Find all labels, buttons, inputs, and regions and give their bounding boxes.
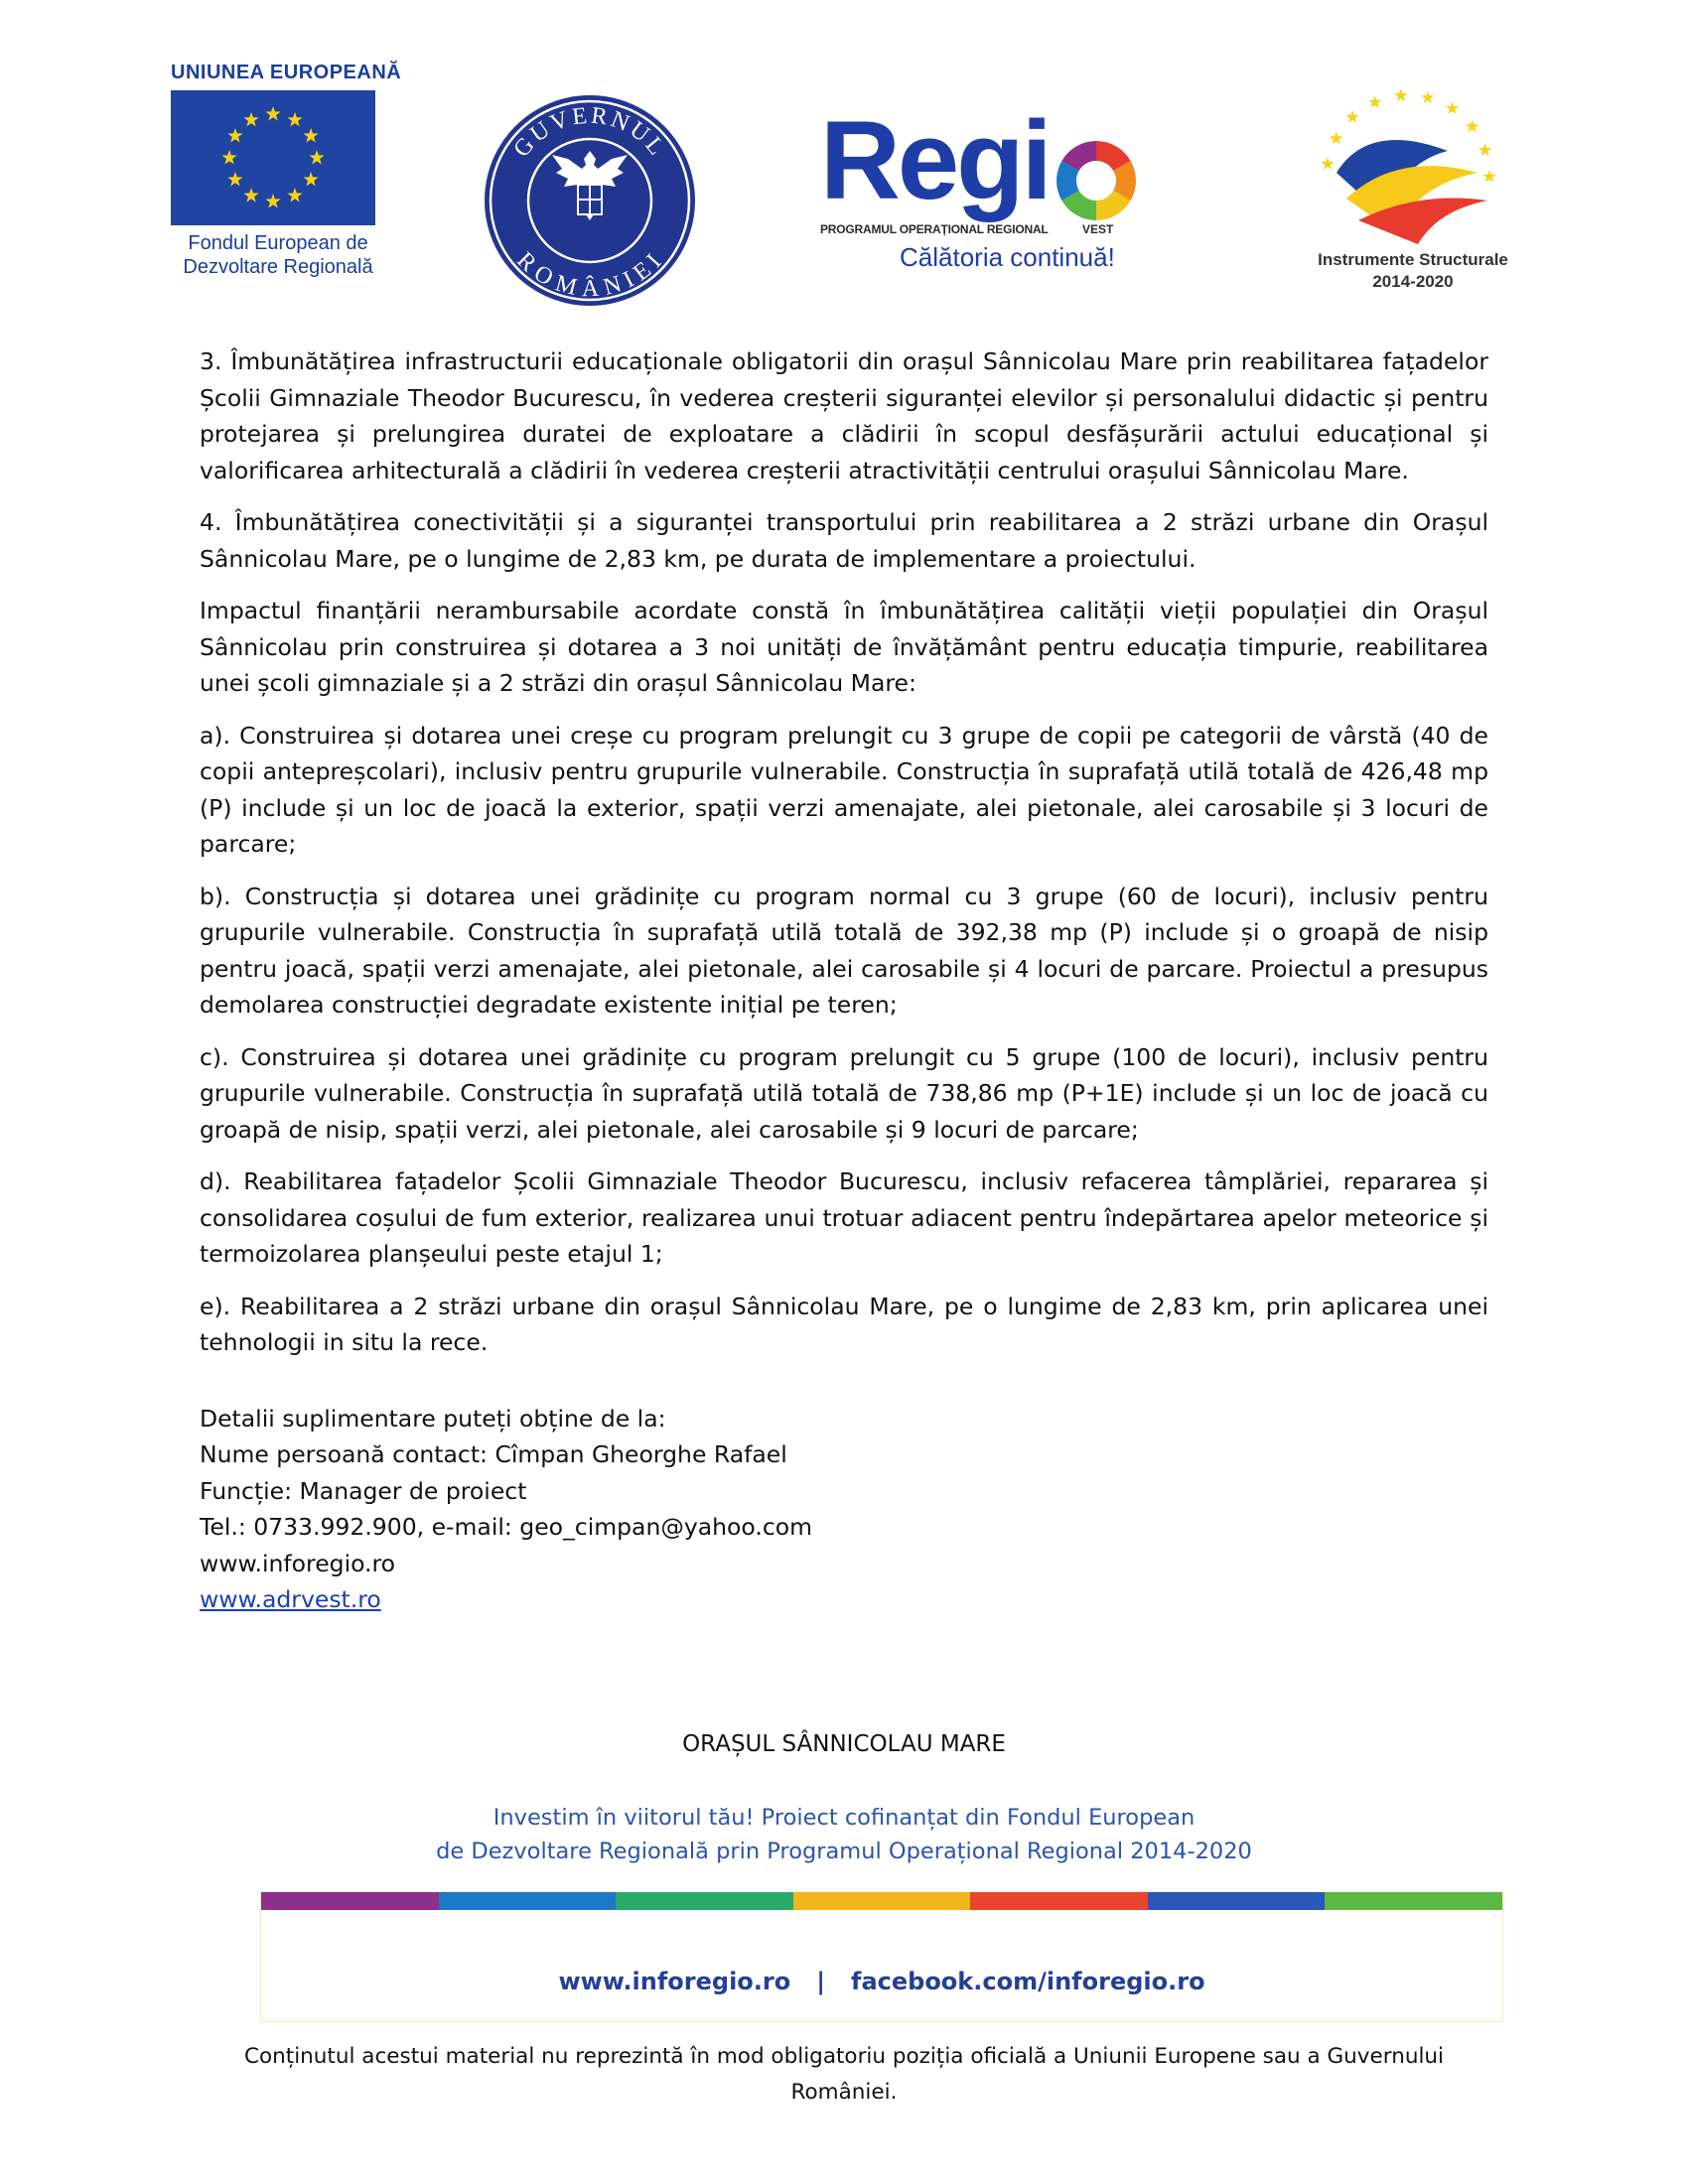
is-star-icon: [1466, 120, 1478, 133]
header-logos: [0, 0, 1688, 308]
contact-site-adrvest-link[interactable]: www.adrvest.ro: [200, 1585, 381, 1613]
is-star-icon: [1321, 157, 1334, 170]
regio-program-label: PROGRAMUL OPERAȚIONAL REGIONAL: [820, 222, 1049, 236]
paragraph-impact: Impactul finanțării nerambursabile acordate constă în îmbunătățirea calității vieții populației din Orașul Sânnicolau prin construirea și dotarea a 3 noi unități de învățământ pentru educația timpurie, reabilitarea unei școli gimnaziale și a 2 străzi din orașul Sânnicolau Mare:: [200, 597, 1488, 697]
footer-weblinks: [261, 1968, 1502, 1995]
is-star-icon: [1368, 95, 1381, 108]
color-stripe: [616, 1892, 793, 1910]
paragraph-item-e: e). Reabilitarea a 2 străzi urbane din orașul Sânnicolau Mare, pe o lungime de 2,83 km, prin aplicarea unei tehnologii in situ la rece.: [200, 1292, 1488, 1356]
color-stripes: [261, 1892, 1502, 1910]
slogan-line2: de Dezvoltare Regională prin Programul Operațional Regional 2014-2020: [436, 1839, 1252, 1864]
slogan-line1: Investim în viitorul tău! Proiect cofinanțat din Fondul European: [492, 1805, 1196, 1831]
eu-logo-title: UNIUNEA EUROPEANĂ: [171, 62, 402, 83]
is-star-icon: [1345, 110, 1358, 123]
structural-instruments-emblem-icon: [1299, 81, 1527, 248]
contact-role: Funcție: Manager de proiect: [200, 1476, 527, 1505]
footer-link-inforegio[interactable]: www.inforegio.ro: [558, 1968, 791, 1995]
contact-site-inforegio: www.inforegio.ro: [200, 1549, 396, 1577]
contact-details: [200, 1401, 1488, 1618]
is-star-icon: [1482, 170, 1495, 183]
is-star-icon: [1478, 143, 1491, 156]
disclaimer-line2: României.: [790, 2080, 898, 2105]
document-body: [200, 343, 1488, 1618]
color-stripe: [1325, 1892, 1502, 1910]
regio-region-label: VEST: [1082, 222, 1114, 236]
government-seal: [483, 93, 697, 308]
disclaimer-line1: Conținutul acestui material nu reprezintă în mod obligatoriu poziția oficială a Uniunii Europene sau a Guvernului: [243, 2044, 1445, 2069]
beneficiary-name: ORAȘUL SÂNNICOLAU MARE: [682, 1731, 1006, 1757]
is-star-icon: [1446, 101, 1459, 114]
color-stripe: [793, 1892, 971, 1910]
structural-instruments-logo: [1299, 81, 1527, 300]
regio-wordmark: Regi: [820, 98, 1050, 222]
eu-logo-subtitle-line2: Dezvoltare Regională: [183, 256, 373, 278]
cofinancing-slogan: [0, 1801, 1688, 1868]
paragraph-item-c: c). Construirea și dotarea unei grădinițe cu program prelungit cu 5 grupe (100 de locuri), inclusiv pentru grupurile vulnerabile. Construcția în suprafață utilă totală de 738,86 mp (P+1E) include și un loc de joacă cu groapă de nisip, spații verzi, alei pietonale, alei carosabile și 9 locuri de parcare;: [200, 1042, 1488, 1144]
eu-disclaimer: [199, 2039, 1489, 2111]
is-star-icon: [1330, 132, 1342, 145]
paragraph-objective-3: 3. Îmbunătățirea infrastructurii educaționale obligatorii din orașul Sânnicolau Mare prin reabilitarea fațadelor Școlii Gimnaziale Theodor Bucurescu, în vederea creșterii siguranței elevilor și personalului didactic și pentru protejarea și prelungirea duratei de exploatare a clădirii în scopul desfășurării actului educațional și valorificarea arhitecturală a clădirii în vederea creșterii atractivității centrului orașului Sânnicolau Mare.: [200, 347, 1488, 484]
eu-logo-subtitle: [171, 231, 385, 279]
contact-person: Nume persoană contact: Cîmpan Gheorghe Rafael: [200, 1440, 787, 1468]
is-star-icon: [1421, 90, 1434, 103]
eu-flag-icon: [171, 90, 375, 225]
contact-phone-email: Tel.: 0733.992.900, e-mail: geo_cimpan@yahoo.com: [200, 1513, 813, 1541]
structural-instruments-years: 2014-2020: [1372, 272, 1454, 291]
paragraph-item-d: d). Reabilitarea fațadelor Școlii Gimnaziale Theodor Bucurescu, inclusiv refacerea tâmplăriei, repararea și consolidarea coșului de fum exterior, realizarea unui trotuar adiacent pentru îndepărtarea apelor meteorice și termoizolarea planșeului peste etajul 1;: [200, 1167, 1488, 1268]
structural-instruments-title: Instrumente Structurale: [1318, 250, 1508, 269]
seal-arc-bottom: ROMÂNIEI: [511, 247, 669, 303]
regio-color-wheel-icon: [1047, 123, 1146, 222]
eu-logo: [171, 62, 402, 279]
regio-logo: [820, 98, 1217, 274]
paragraph-objective-4: 4. Îmbunătățirea conectivității și a siguranței transportului prin reabilitarea a 2 străzi urbane din Orașul Sânnicolau Mare, pe o lungime de 2,83 km, pe durata de implementare a proiectului.: [200, 508, 1488, 573]
paragraph-item-a: a). Construirea și dotarea unei creșe cu program prelungit cu 3 grupe de copii pe categorii de vârstă (40 de copii antepreșcolari), inclusiv pentru grupurile vulnerabile. Construcția în suprafață utilă totală de 426,48 mp (P) include și un loc de joacă la exterior, spații verzi amenajate, alei pietonale, alei carosabile și 3 locuri de parcare;: [200, 721, 1488, 858]
color-stripe: [970, 1892, 1148, 1910]
footer-link-facebook[interactable]: facebook.com/inforegio.ro: [851, 1968, 1205, 1995]
paragraph-item-b: b). Construcția și dotarea unei grădinițe cu program normal cu 3 grupe (60 de locuri), inclusiv pentru grupurile vulnerabile. Construcția în suprafață utilă totală de 392,38 mp (P) include și o groapă de nisip pentru joacă, spații verzi amenajate, alei pietonale, alei carosabile și 4 locuri de parcare. Proiectul a presupus demolarea construcției degradate existente inițial pe teren;: [200, 882, 1488, 1019]
footer-band: [260, 1892, 1503, 2022]
seal-arc-top: GUVERNUL: [508, 102, 671, 163]
color-stripe: [1148, 1892, 1326, 1910]
color-stripe: [439, 1892, 617, 1910]
eu-logo-subtitle-line1: Fondul European de: [188, 232, 368, 254]
regio-tagline: Călătoria continuă!: [900, 242, 1115, 272]
contact-intro: Detalii suplimentare puteți obține de la:: [200, 1404, 666, 1433]
is-star-icon: [1394, 88, 1407, 101]
color-stripe: [261, 1892, 439, 1910]
footer-link-separator: |: [816, 1968, 825, 1995]
